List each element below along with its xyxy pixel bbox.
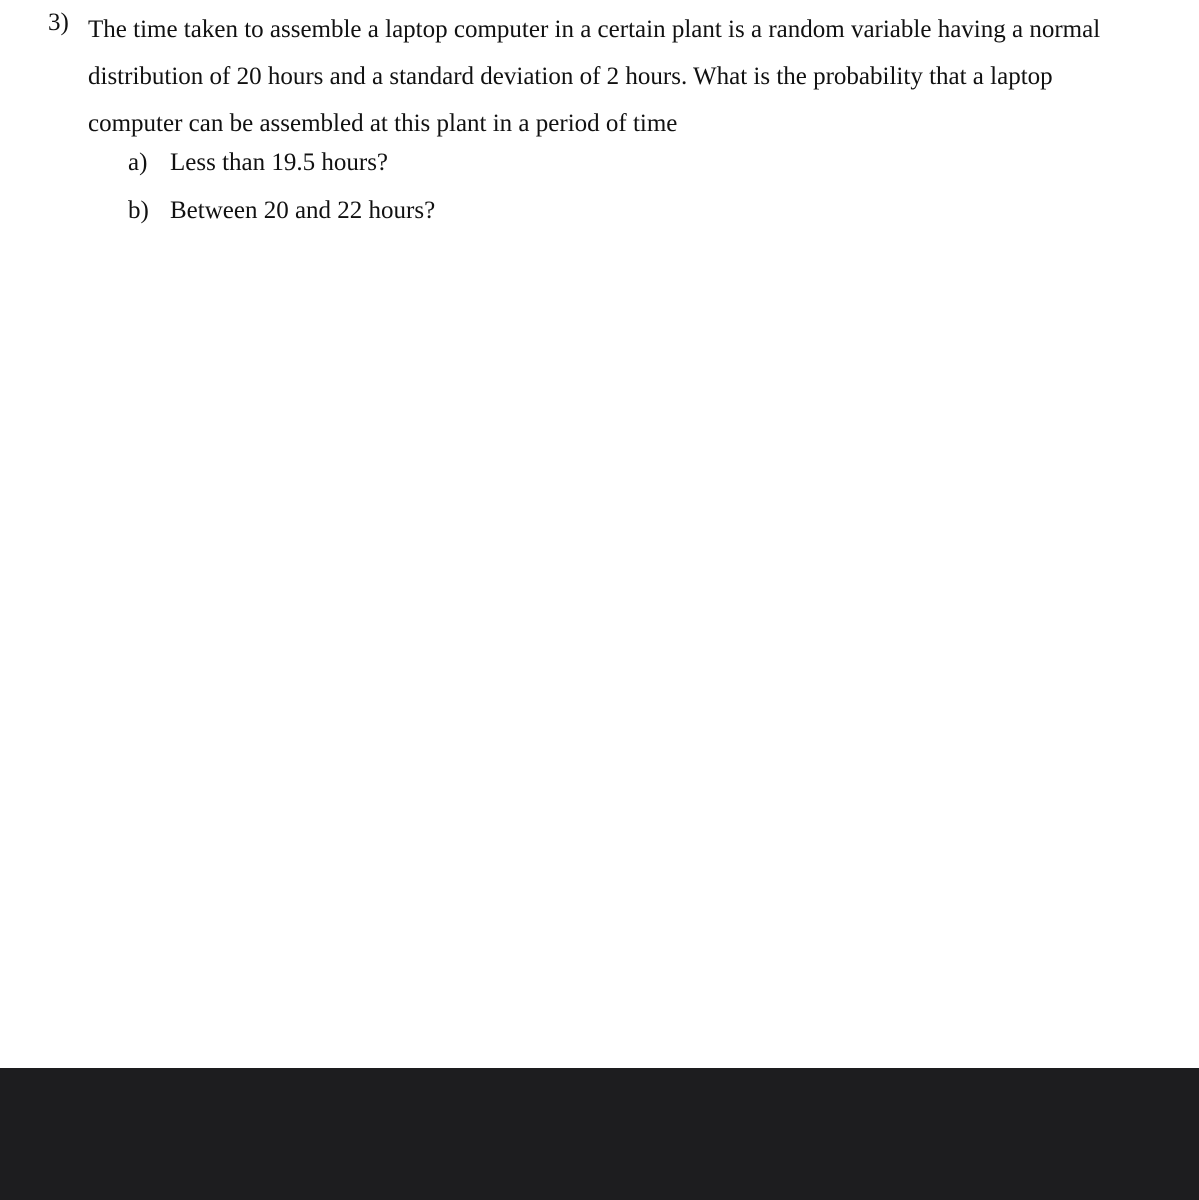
question-number: 3): [48, 9, 69, 36]
sub-question-letter: a): [128, 149, 148, 176]
sub-question-text: Less than 19.5 hours?: [170, 149, 389, 176]
question-text: The time taken to assemble a laptop computer in a certain plant is a random variable having a normal distribution of 20 hours and a standard deviation of 2 hours. What is the probability that a laptop computer can be assembled at this plant in a period of time: [88, 16, 1101, 137]
bottom-dark-bar: [0, 1068, 1199, 1200]
sub-question-letter: b): [128, 197, 149, 224]
sub-question-text: Between 20 and 22 hours?: [170, 197, 436, 224]
